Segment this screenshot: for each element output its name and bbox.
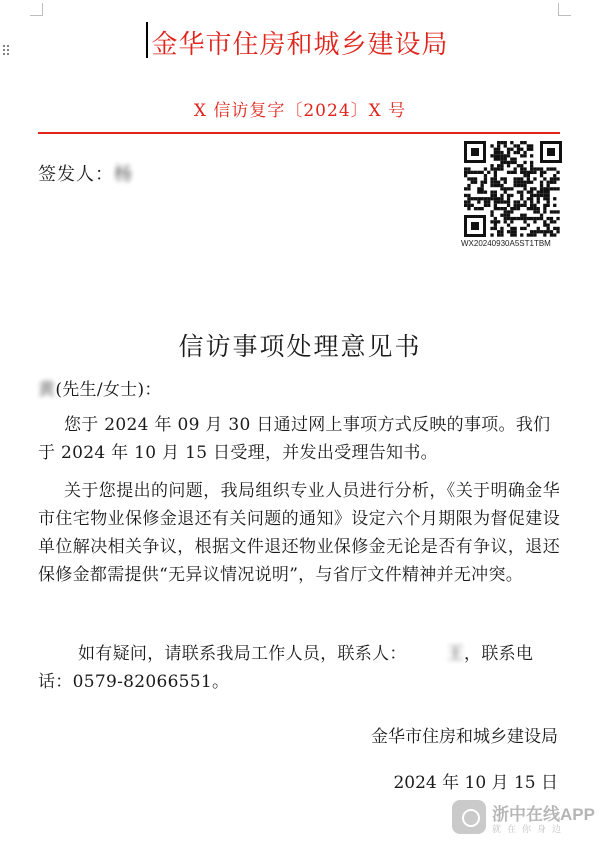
paragraph-analysis: 关于您提出的问题，我局组织专业人员进行分析，《关于明确金华市住宅物业保修金退还有关问题的通知》设定六个月期限为督促建设单位解决相关争议，根据文件退还物业保修金无论是否有争议，退还保修金都需提供“无异议情况说明”，与省厅文件精神并无冲突。 xyxy=(38,481,560,585)
paragraph-receipt: 您于 2024 年 09 月 30 日通过网上事项方式反映的事项。我们于 2024 年 10 月 15 日受理，并发出受理告知书。 xyxy=(38,415,551,463)
contact-text-before: 如有疑问，请联系我局工作人员，联系人： xyxy=(78,644,407,664)
app-logo-icon xyxy=(452,800,486,834)
issuer-line xyxy=(38,160,133,186)
issuer-name: 杨 xyxy=(114,164,133,185)
crop-mark-top-left xyxy=(30,3,43,16)
contact-text-after: ，联系电话：0579-82066551。 xyxy=(38,644,534,692)
salutation xyxy=(38,376,560,404)
watermark-brand: 浙中在线APP xyxy=(492,805,595,824)
document-title: 信访事项处理意见书 xyxy=(178,332,422,361)
red-divider xyxy=(38,132,560,134)
salutation-name: 黄 xyxy=(38,380,56,400)
signature-date: 2024 年 10 月 15 日 xyxy=(393,773,558,793)
org-title: 金华市住房和城乡建设局 xyxy=(151,30,449,60)
qr-code-icon xyxy=(463,140,563,238)
watermark-tagline: 就在你身边 xyxy=(492,824,568,834)
salutation-suffix: (先生/女士)： xyxy=(55,380,162,400)
contact-name: 王 xyxy=(446,644,465,664)
signature-org: 金华市住房和城乡建设局 xyxy=(371,727,558,747)
paragraph-contact xyxy=(38,640,560,696)
app-watermark xyxy=(452,800,600,836)
qr-code-text: WX20240930A5ST1TBM xyxy=(461,239,551,248)
crop-mark-top-right xyxy=(558,3,571,16)
issuer-label: 签发人： xyxy=(38,164,114,185)
document-number: X 信访复字〔2024〕X 号 xyxy=(193,101,407,121)
